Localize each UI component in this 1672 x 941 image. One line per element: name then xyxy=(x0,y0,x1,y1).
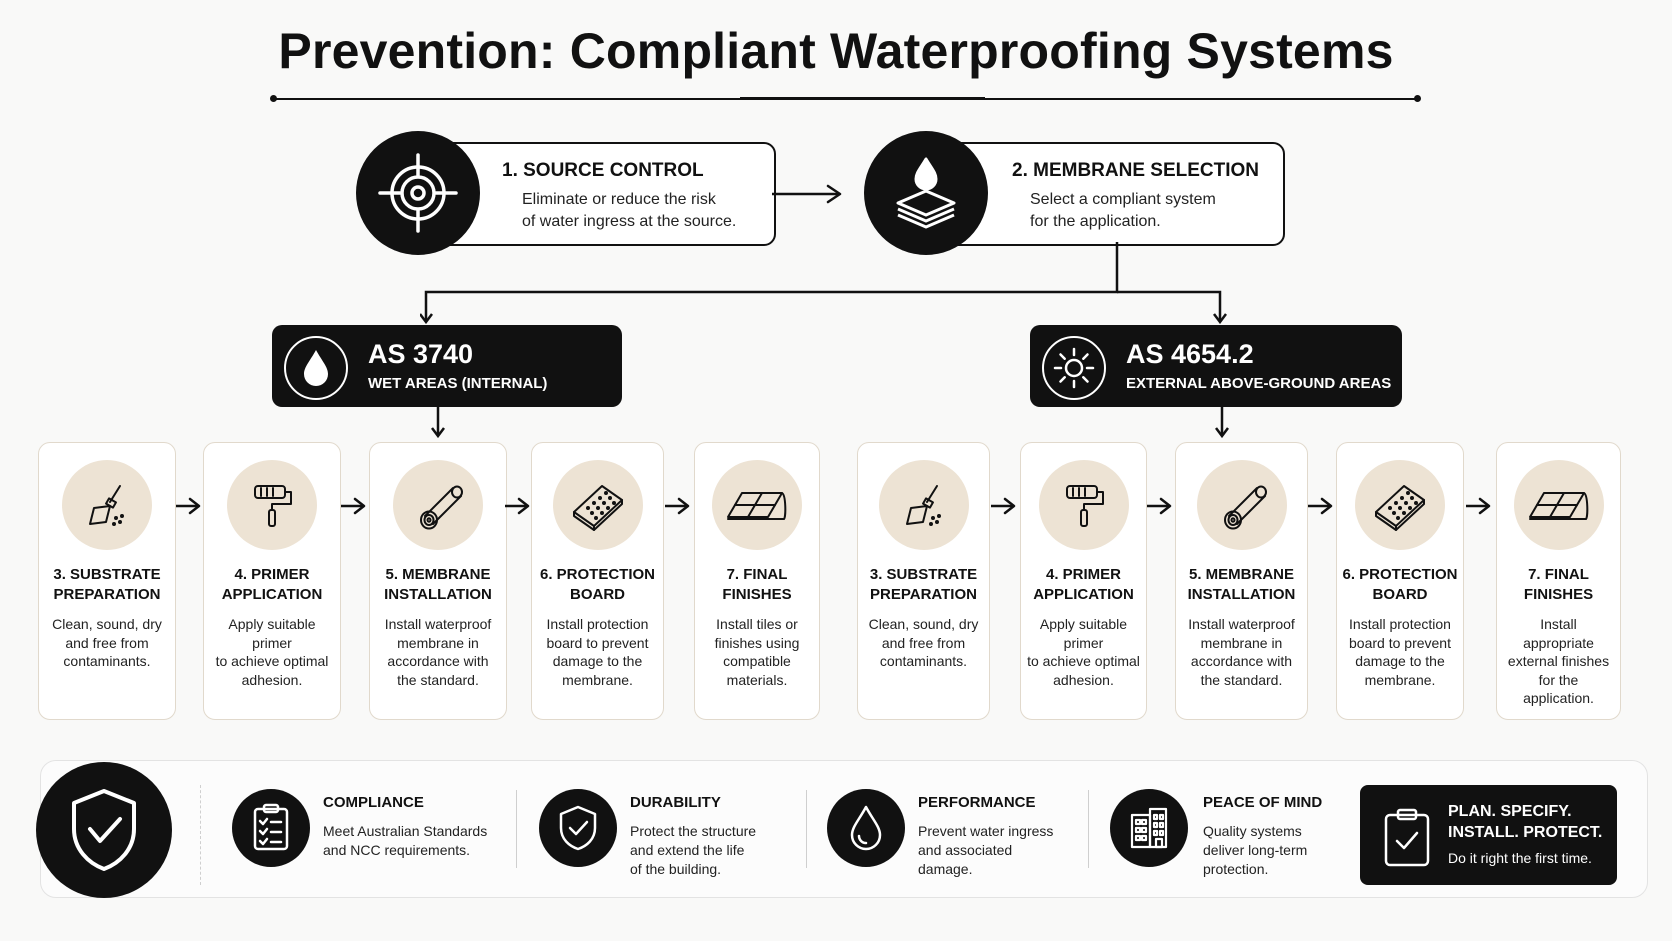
step-card xyxy=(203,442,341,720)
benefit-title: COMPLIANCE xyxy=(323,794,424,811)
step-title-line: 4. PRIMER xyxy=(234,566,310,583)
benefit-desc-line: and NCC requirements. xyxy=(323,842,471,858)
source-control-desc xyxy=(522,189,736,233)
standard-as3740-banner xyxy=(272,325,622,407)
step-desc xyxy=(1027,615,1140,689)
step-title xyxy=(536,565,659,605)
step-desc-line: Clean, sound, dry xyxy=(868,616,979,632)
membrane-layers-icon xyxy=(864,131,988,255)
step-desc xyxy=(864,615,983,671)
membrane-roll-icon xyxy=(1197,460,1287,550)
standard-code: AS 4654.2 xyxy=(1126,339,1254,369)
protection-board-icon xyxy=(553,460,643,550)
membrane-selection-desc-line: for the application. xyxy=(1030,213,1161,230)
step-desc-line: finishes using xyxy=(714,634,800,651)
step-title-line: 6. PROTECTION xyxy=(539,566,655,583)
standard-subtitle: WET AREAS (INTERNAL) xyxy=(368,375,548,392)
step-title-line: 3. SUBSTRATE xyxy=(53,566,161,583)
step-desc xyxy=(1182,615,1301,689)
step-desc-line: and free from xyxy=(881,634,966,651)
shield-check-icon xyxy=(539,789,617,867)
building-icon xyxy=(1110,789,1188,867)
benefit-desc-line: Prevent water ingress xyxy=(918,823,1054,839)
step-desc xyxy=(1503,615,1614,708)
standard-subtitle: EXTERNAL ABOVE-GROUND AREAS xyxy=(1126,375,1392,392)
step-card xyxy=(1496,442,1621,720)
step-title-line: PREPARATION xyxy=(53,586,161,603)
step-desc-line: Install waterproof xyxy=(1188,616,1295,632)
benefit-title: DURABILITY xyxy=(630,794,721,811)
step-title xyxy=(699,565,815,605)
step-desc-line: contaminants. xyxy=(879,653,968,669)
step-card xyxy=(531,442,664,720)
step-desc-line: Install tiles or xyxy=(716,616,798,632)
step-desc-line: board to prevent xyxy=(546,634,649,651)
shield-check-icon xyxy=(36,762,172,898)
water-drop-icon xyxy=(284,336,348,400)
standard-as4654-banner xyxy=(1030,325,1402,407)
step-title xyxy=(374,565,502,605)
step-title xyxy=(1180,565,1303,605)
divider-dot-left xyxy=(270,95,277,102)
step-desc-line: external finishes xyxy=(1507,653,1610,669)
step-title-line: 5. MEMBRANE xyxy=(385,566,491,583)
step-desc-line: membrane. xyxy=(562,671,633,688)
step-desc-line: to achieve optimal xyxy=(1027,653,1140,669)
step-arrow-icon xyxy=(1308,496,1334,516)
step-card xyxy=(1336,442,1464,720)
step-title-line: FINISHES xyxy=(1523,586,1594,603)
trowel-icon xyxy=(879,460,969,550)
step-title-line: PREPARATION xyxy=(870,586,977,603)
benefit-desc-line: and extend the life xyxy=(630,842,745,858)
benefit-desc-line: Protect the structure xyxy=(630,823,757,839)
benefit-title: PERFORMANCE xyxy=(918,794,1036,811)
source-control-desc-line: of water ingress at the source. xyxy=(522,213,737,230)
step-desc-line: Install protection xyxy=(1349,616,1451,632)
step-title xyxy=(43,565,171,605)
benefit-desc-line: deliver long-term xyxy=(1203,842,1308,858)
step-desc-line: for the application. xyxy=(1523,671,1594,706)
paint-roller-icon xyxy=(227,460,317,550)
benefit-desc-line: and associated xyxy=(918,842,1013,858)
step-arrow-icon xyxy=(1466,496,1492,516)
step-desc-line: the standard. xyxy=(397,671,479,688)
membrane-selection-desc-line: Select a compliant system xyxy=(1030,191,1216,208)
step-title-line: APPLICATION xyxy=(221,586,323,603)
standard-code: AS 3740 xyxy=(368,339,474,369)
step-desc xyxy=(376,615,500,689)
step-title-line: FINISHES xyxy=(722,586,792,603)
cta-line: INSTALL. PROTECT. xyxy=(1448,824,1603,841)
benefit-separator xyxy=(516,790,517,868)
flow-arrow-icon xyxy=(772,180,848,208)
step-desc-line: adhesion. xyxy=(241,671,303,688)
benefit-desc xyxy=(918,822,1053,879)
branch-connector xyxy=(420,242,1230,324)
clipboard-check-icon xyxy=(1382,807,1432,869)
step-desc-line: accordance with xyxy=(387,653,489,669)
step-desc xyxy=(538,615,657,689)
step-title-line: APPLICATION xyxy=(1033,586,1134,603)
benefit-desc-line: Quality systems xyxy=(1203,823,1302,839)
step-desc-line: and free from xyxy=(65,634,149,651)
step-card xyxy=(369,442,507,720)
step-title xyxy=(208,565,336,605)
step-desc-line: membrane. xyxy=(1364,671,1436,688)
benefit-desc-line: of the building. xyxy=(630,861,722,877)
step-title-line: 7. FINAL xyxy=(726,566,788,583)
step-desc-line: accordance with xyxy=(1190,653,1293,669)
step-desc-line: membrane in xyxy=(1200,634,1283,651)
step-desc-line: membrane in xyxy=(397,634,479,651)
trowel-icon xyxy=(62,460,152,550)
step-arrow-icon xyxy=(1147,496,1173,516)
benefit-desc xyxy=(1203,822,1307,879)
step-desc-line: Install protection xyxy=(546,616,649,632)
step-desc-line: Apply suitable primer xyxy=(228,616,316,651)
step-desc xyxy=(210,615,334,689)
step-arrow-icon xyxy=(341,496,367,516)
tiles-icon xyxy=(712,460,802,550)
step-desc-line: board to prevent xyxy=(1349,634,1451,651)
step-desc-line: compatible xyxy=(723,653,791,669)
step-title xyxy=(1501,565,1616,605)
step-desc-line: Install appropriate xyxy=(1523,616,1594,651)
step-title-line: 6. PROTECTION xyxy=(1342,566,1458,583)
step-title-line: BOARD xyxy=(1372,586,1428,603)
membrane-roll-icon xyxy=(393,460,483,550)
step-desc-line: damage to the xyxy=(1355,653,1445,669)
step-desc-line: contaminants. xyxy=(63,653,151,669)
step-title-line: 5. MEMBRANE xyxy=(1188,566,1294,583)
page-title: Prevention: Compliant Waterproofing Systems xyxy=(278,23,1394,79)
benefit-desc-line: damage. xyxy=(918,861,973,877)
step-card xyxy=(1020,442,1147,720)
step-card xyxy=(857,442,990,720)
down-arrow-icon xyxy=(1212,407,1232,439)
step-card xyxy=(694,442,820,720)
benefit-desc-line: protection. xyxy=(1203,861,1269,877)
step-title xyxy=(1341,565,1459,605)
step-desc-line: Apply suitable primer xyxy=(1039,616,1128,651)
step-arrow-icon xyxy=(176,496,202,516)
step-desc xyxy=(701,615,813,689)
step-desc-line: materials. xyxy=(726,671,788,688)
benefit-desc xyxy=(323,822,487,860)
divider-accent xyxy=(740,97,985,100)
water-drop-icon xyxy=(827,789,905,867)
benefit-title: PEACE OF MIND xyxy=(1203,794,1323,811)
step-desc-line: Clean, sound, dry xyxy=(52,616,162,632)
benefit-desc-line: Meet Australian Standards xyxy=(323,823,488,839)
step-desc xyxy=(45,615,169,671)
call-to-action-box xyxy=(1360,785,1617,885)
protection-board-icon xyxy=(1355,460,1445,550)
step-desc xyxy=(1343,615,1457,689)
cta-line: PLAN. SPECIFY. xyxy=(1448,803,1572,820)
benefit-separator xyxy=(806,790,807,868)
membrane-selection-desc xyxy=(1030,189,1216,233)
step-card xyxy=(38,442,176,720)
step-title-line: BOARD xyxy=(570,586,625,603)
step-desc-line: to achieve optimal xyxy=(215,653,329,669)
tiles-icon xyxy=(1514,460,1604,550)
step-title-line: 7. FINAL xyxy=(1528,566,1589,583)
sun-icon xyxy=(1042,336,1106,400)
benefit-separator xyxy=(1088,790,1089,868)
checklist-icon xyxy=(232,789,310,867)
step-title xyxy=(862,565,985,605)
step-arrow-icon xyxy=(665,496,691,516)
step-title-line: 4. PRIMER xyxy=(1045,566,1121,583)
step-desc-line: damage to the xyxy=(552,653,643,669)
step-title-line: INSTALLATION xyxy=(1187,586,1296,603)
down-arrow-icon xyxy=(428,407,448,439)
membrane-selection-title: 2. MEMBRANE SELECTION xyxy=(1012,160,1260,181)
benefit-desc xyxy=(630,822,756,879)
divider-dot-right xyxy=(1414,95,1421,102)
cta-tagline: Do it right the first time. xyxy=(1448,850,1592,866)
step-title xyxy=(1025,565,1142,605)
step-desc-line: adhesion. xyxy=(1053,671,1114,688)
panel-divider xyxy=(200,785,201,885)
source-control-desc-line: Eliminate or reduce the risk xyxy=(522,191,716,208)
step-arrow-icon xyxy=(505,496,531,516)
step-arrow-icon xyxy=(991,496,1017,516)
source-control-title: 1. SOURCE CONTROL xyxy=(502,160,704,181)
step-desc-line: the standard. xyxy=(1200,671,1283,688)
paint-roller-icon xyxy=(1039,460,1129,550)
step-title-line: 3. SUBSTRATE xyxy=(869,566,978,583)
step-title-line: INSTALLATION xyxy=(384,586,492,603)
step-desc-line: Install waterproof xyxy=(384,616,492,632)
step-card xyxy=(1175,442,1308,720)
target-icon xyxy=(356,131,480,255)
